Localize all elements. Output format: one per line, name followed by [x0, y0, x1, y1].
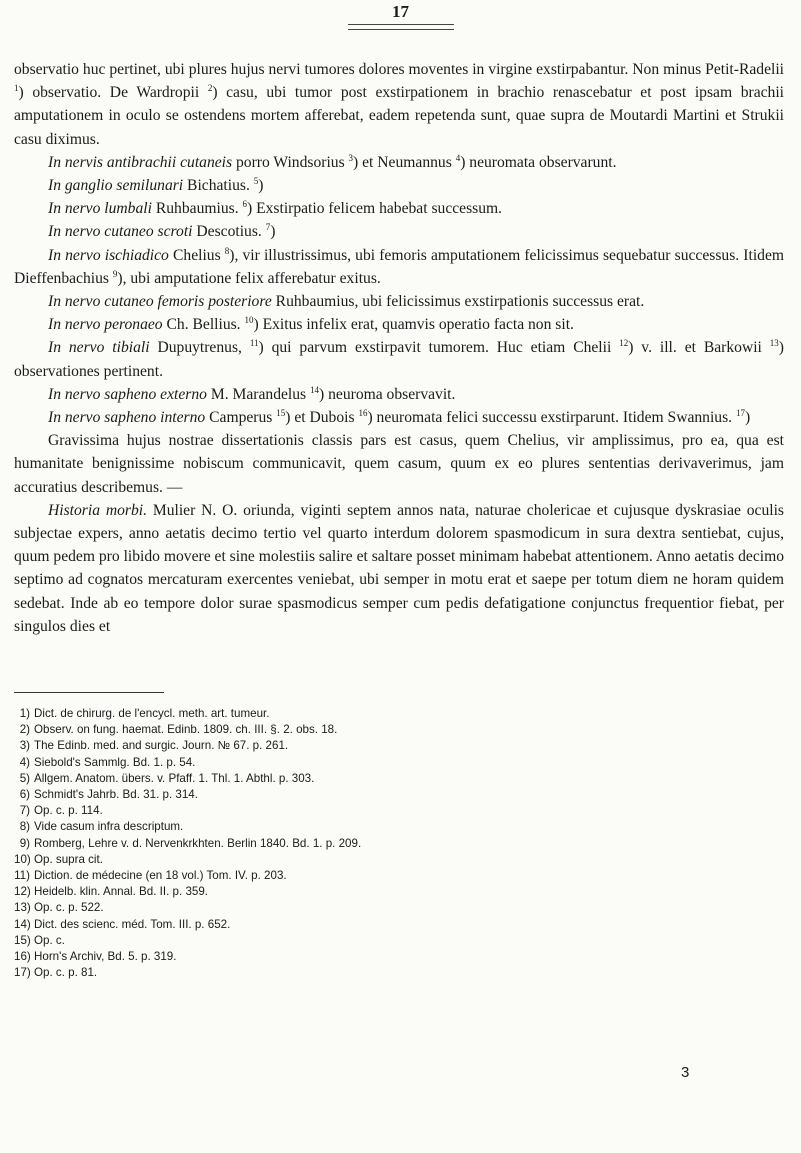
text-run: ) [258, 177, 264, 195]
footnote-number: 4) [19, 755, 30, 769]
body-text [14, 58, 784, 638]
footnote-item [14, 706, 734, 722]
footnote-text: Siebold's Sammlg. Bd. 1. p. 54. [34, 755, 196, 769]
footnote-item [14, 965, 734, 981]
footnote-item [14, 884, 734, 900]
footnote-ref: 4 [455, 152, 461, 163]
footnote-text: Romberg, Lehre v. d. Nervenkrkhten. Berlin 1840. Bd. 1. p. 209. [34, 836, 362, 850]
footnote-number: 15) [14, 933, 31, 947]
body-paragraph [14, 336, 784, 382]
italic-heading: In nervo sapheno interno [48, 409, 206, 427]
italic-heading: In ganglio semilunari [48, 177, 184, 195]
footnote-item [14, 755, 734, 771]
text-run: Bichatius. [183, 177, 254, 195]
footnote-item [14, 738, 734, 754]
italic-heading: In nervo cutaneo femoris posteriore [48, 293, 272, 311]
body-paragraph [14, 174, 784, 197]
text-run: ) Exstirpatio felicem habebat successum. [247, 200, 503, 218]
text-run: ) qui parvum exstirpavit tumorem. Huc etiam Chelii [258, 339, 620, 357]
text-run: M. Marandelus [206, 385, 311, 403]
footnote-number: 3) [19, 739, 30, 753]
footnote-ref: 12 [619, 338, 629, 349]
text-run: ) observationes pertinent. [14, 339, 784, 380]
footnote-ref: 13 [769, 338, 779, 349]
body-paragraph [14, 406, 784, 429]
footnote-number: 1) [19, 707, 30, 720]
footnote-text: Op. c. [34, 933, 65, 947]
italic-heading: In nervis antibrachii cutaneis [48, 153, 233, 171]
footnote-item [14, 803, 734, 819]
footnote-item [14, 771, 734, 787]
footnote-ref: 8 [224, 245, 230, 256]
text-run: ) neuroma observavit. [319, 385, 456, 403]
body-paragraph [14, 383, 784, 406]
text-run: ), ubi amputatione felix afferebatur exitus. [117, 269, 381, 287]
footnote-ref: 1 [14, 83, 19, 94]
body-paragraph [14, 429, 784, 499]
footnote-ref: 10 [244, 315, 254, 326]
page-number: 17 [392, 2, 409, 21]
footnote-item [14, 949, 734, 965]
footnote-text: Observ. on fung. haemat. Edinb. 1809. ch. III. §. 2. obs. 18. [34, 723, 338, 737]
footnote-number: 7) [19, 804, 30, 818]
text-run: Chelius [168, 246, 225, 264]
footnote-number: 13) [14, 901, 31, 915]
header-double-rule [348, 24, 454, 30]
footnote-ref: 11 [249, 338, 259, 349]
footnote-item [14, 933, 734, 949]
text-run: ) et Dubois [285, 409, 359, 427]
footnote-ref: 3 [348, 152, 354, 163]
footnote-item [14, 722, 734, 738]
footnote-text: Op. c. p. 81. [34, 966, 98, 980]
body-paragraph [14, 220, 784, 243]
body-paragraph [14, 151, 784, 174]
italic-heading: In nervo lumbali [48, 200, 152, 218]
footnote-number: 8) [19, 820, 30, 834]
footnote-text: Heidelb. klin. Annal. Bd. II. p. 359. [34, 885, 209, 899]
footnote-number: 14) [14, 917, 31, 931]
footnote-number: 10) [14, 852, 31, 866]
footnote-number: 12) [14, 885, 31, 899]
footnote-ref: 7 [265, 222, 271, 233]
footnote-item [14, 917, 734, 933]
text-run: ) v. ill. et Barkowii [628, 339, 770, 357]
italic-heading: In nervo tibiali [48, 339, 150, 357]
footnote-text: Schmidt's Jahrb. Bd. 31. p. 314. [34, 788, 198, 802]
footnote-ref: 6 [242, 199, 247, 210]
text-run: Camperus [205, 409, 277, 427]
text-run: ) Exitus infelix erat, quamvis operatio facta non sit. [253, 316, 574, 334]
footnote-ref: 17 [735, 408, 745, 419]
footnote-number: 11) [14, 869, 30, 883]
footnote-ref: 15 [276, 408, 286, 419]
footnote-ref: 14 [310, 384, 320, 395]
footnote-text: Op. c. p. 114. [34, 804, 103, 818]
body-paragraph [14, 290, 784, 313]
footnote-ref: 5 [253, 176, 259, 187]
body-paragraph [14, 244, 784, 290]
footnote-text: Dict. de chirurg. de l'encycl. meth. art. tumeur. [34, 707, 270, 720]
footnote-number: 5) [19, 771, 30, 785]
italic-heading: Historia morbi. [48, 501, 147, 519]
footnote-number: 9) [19, 836, 30, 850]
italic-heading: In nervo ischiadico [48, 246, 169, 264]
text-run: ) observatio. De Wardropii [18, 84, 208, 102]
footnote-item [14, 852, 734, 868]
text-run: Ch. Bellius. [162, 316, 245, 334]
footnote-text: The Edinb. med. and surgic. Journ. № 67. p. 261. [34, 739, 289, 753]
text-run: Descotius. [192, 223, 266, 241]
footnote-ref: 16 [358, 408, 368, 419]
footnote-ref: 9 [112, 268, 118, 279]
italic-heading: In nervo cutaneo scroti [48, 223, 193, 241]
text-run: ) [744, 409, 751, 427]
text-run: Mulier N. O. oriunda, viginti septem annos nata, naturae cholericae et cujusque dyskrasiae oculis subjectae expers, anno aetatis decimo tertio vel quarto interdum dolorem spasmodicum in sura dextra sentiebat, cujus, quum pedem pro libido movere et sine molestiis salire et saltare posset minimam habebat attentionem. Anno aetatis decimo septimo ad cognatos mercaturam exercentes veniebat, ubi semper in motu erat et saepe per totum diem ne horam quidem sedebat. Inde ab eo tempore dolor surae spasmodicus semper cum pedis defatigatione conjunctus frequentior fiebat, per singulos dies et [14, 501, 785, 635]
text-run: ), vir illustrissimus, ubi femoris amputationem felicissimus sequebatur successus. Itidem Dieffenbachius [14, 246, 784, 287]
text-run: ) neuromata felici successu exstirparunt. Itidem Swannius. [367, 409, 736, 427]
footnote-text: Op. c. p. 522. [34, 901, 104, 915]
body-paragraph [14, 197, 784, 220]
footnote-item [14, 868, 734, 884]
footnote-text: Dict. des scienc. méd. Tom. III. p. 652. [34, 917, 231, 931]
footnote-item [14, 836, 734, 852]
footnote-ref: 2 [207, 83, 213, 94]
footnote-text: Vide casum infra descriptum. [34, 820, 184, 834]
footnote-number: 2) [19, 723, 30, 737]
footnotes-list [14, 706, 734, 981]
footnote-text: Op. supra cit. [34, 852, 103, 866]
footnote-item [14, 787, 734, 803]
body-paragraph [14, 58, 784, 151]
text-run: ) neuromata observarunt. [460, 153, 617, 171]
text-run: porro Windsorius [232, 153, 349, 171]
footnote-text: Diction. de médecine (en 18 vol.) Tom. IV. p. 203. [34, 869, 287, 883]
italic-heading: In nervo sapheno externo [48, 385, 207, 403]
text-run: ) et Neumannus [353, 153, 456, 171]
text-run: Dupuytrenus, [149, 339, 250, 357]
text-run: Gravissima hujus nostrae dissertationis classis pars est casus, quem Chelius, vir amplissimus, pro ea, qua est humanitate benignissime nobiscum communicavit, quem casum, quum ex eo plures sententias derivaverimus, jam accuratius describemus. — [14, 432, 784, 496]
text-run: Ruhbaumius. [151, 200, 243, 218]
text-run: Ruhbaumius, ubi felicissimus exstirpationis successus erat. [271, 293, 645, 311]
footnote-text: Horn's Archiv, Bd. 5. p. 319. [34, 950, 177, 964]
signature-mark: 3 [681, 1064, 690, 1081]
text-run: ) [270, 223, 276, 241]
text-run: observatio huc pertinet, ubi plures hujus nervi tumores dolores moventes in virgine exstirpabantur. Non minus Petit-Radelii [14, 61, 784, 78]
footnote-text: Allgem. Anatom. übers. v. Pfaff. 1. Thl. 1. Abthl. p. 303. [34, 771, 315, 785]
text-run: ) casu, ubi tumor post exstirpationem in brachio renascebatur et post ipsam brachii amputationem in oculo se ostendens mortem afferebat, eadem repetenda sunt, quae supra de Moutardi Martini et Strukii casu diximus. [14, 84, 784, 148]
body-paragraph [14, 313, 784, 336]
footnote-number: 17) [14, 966, 31, 980]
footnote-item [14, 900, 734, 916]
footnote-number: 6) [19, 788, 30, 802]
italic-heading: In nervo peronaeo [48, 316, 163, 334]
footnote-divider [14, 692, 164, 693]
body-paragraph [14, 499, 784, 638]
footnote-number: 16) [14, 950, 31, 964]
footnote-item [14, 819, 734, 835]
